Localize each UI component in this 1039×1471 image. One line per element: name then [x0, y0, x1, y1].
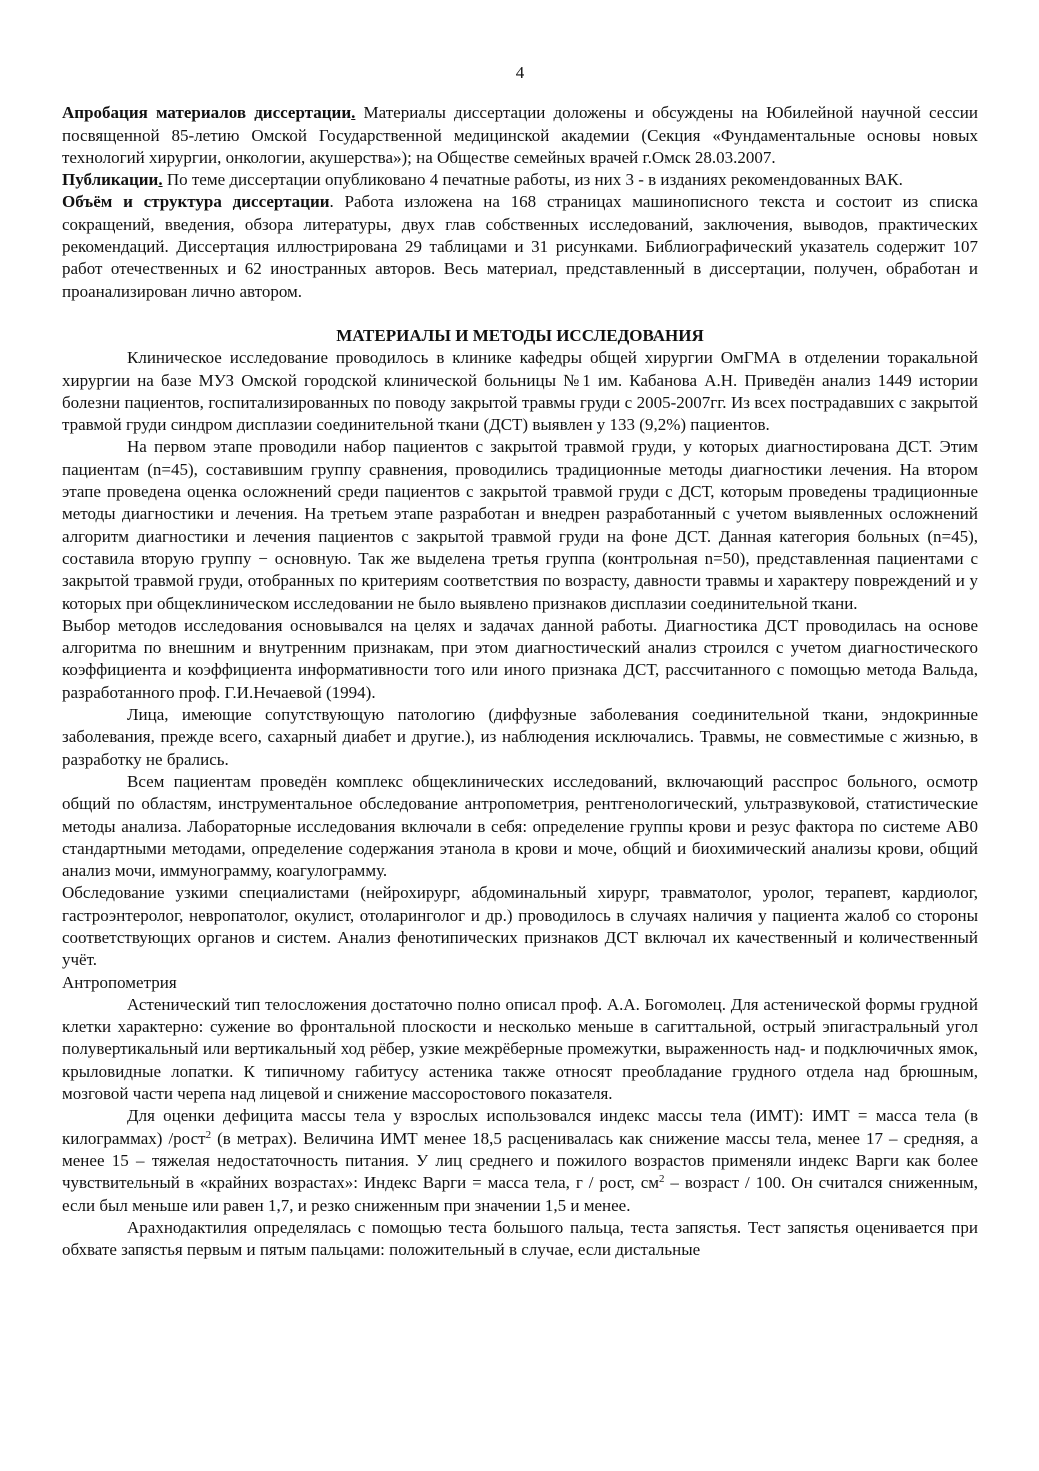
bmi-text-3: – возраст / 100. Он считался сниженным, если был меньше или равен 1,7, и резко сниженным при значении 1,5 и менее.	[62, 1173, 978, 1215]
subheading-anthropometry: Антропометрия	[62, 972, 177, 992]
section-heading: МАТЕРИАЛЫ И МЕТОДЫ ИССЛЕДОВАНИЯ	[336, 325, 704, 345]
paragraph-exclusions: Лица, имеющие сопутствующую патологию (диффузные заболевания соединительной ткани, эндокринные заболевания, прежде всего, сахарный диабет и другие.), из наблюдения исключались. Травмы, не совместимые с жизнью, в разработку не брались.	[62, 705, 978, 769]
document-page	[62, 62, 978, 1261]
publications-lead-punct: .	[158, 170, 163, 190]
publications-paragraph	[62, 169, 978, 191]
paragraph-clinical-study: Клиническое исследование проводилось в клинике кафедры общей хирургии ОмГМА в отделении торакальной хирургии на базе МУЗ Омской городской клинической больницы №1 им. Кабанова А.Н. Приведён анализ 1449 истории болезни пациентов, госпитализированных по поводу закрытой травмы груди с 2005-2007гг. Из всех пострадавших с закрытой травмой груди синдром дисплазии соединительной ткани (ДСТ) выявлен у 133 (9,2%) пациентов.	[62, 348, 978, 435]
paragraph-bmi	[62, 1105, 978, 1216]
approbation-paragraph	[62, 102, 978, 169]
bmi-text-2: (в метрах). Величина ИМТ менее 18,5 расценивалась как снижение массы тела, менее 17 – средняя, а менее 15 – тяжелая недостаточность питания. У лиц среднего и пожилого возрастов применяли индекс Варги как более чувствительный в «крайних возрастах»: Индекс Варги = масса тела, г / рост, см	[62, 1128, 978, 1193]
approbation-text: Материалы диссертации доложены и обсуждены на Юбилейной научной сессии посвященной 85-летию Омской Государственной медицинской академии (Секция «Фундаментальные основы новых технологий хирургии, онкологии, акушерства»); на Обществе семейных врачей г.Омск 28.03.2007.	[62, 103, 978, 167]
bmi-superscript-1: 2	[205, 1128, 212, 1141]
bmi-text-1: Для оценки дефицита массы тела у взрослых использовался индекс массы тела (ИМТ): ИМТ = масса тела (в килограммах) /рост	[62, 1106, 978, 1148]
paragraph-specialists: Обследование узкими специалистами (нейрохирург, абдоминальный хирург, травматолог, уролог, терапевт, кардиолог, гастроэнтеролог, невропатолог, окулист, отоларинголог и др.) проводилось в случаях наличия у пациента жалоб со стороны соответствующих органов и систем. Анализ фенотипических признаков ДСТ включал их качественный и количественный учёт.	[62, 883, 978, 970]
approbation-lead-punct: .	[351, 103, 356, 123]
structure-text: . Работа изложена на 168 страницах машинописного текста и состоит из списка сокращений, введения, обзора литературы, двух глав собственных исследований, заключения, выводов, практических рекомендаций. Диссертация иллюстрирована 29 таблицами и 31 рисунками. Библиографический указатель содержит 107 работ отечественных и 62 иностранных авторов. Весь материал, представленный в диссертации, получен, обработан и проанализирован лично автором.	[62, 192, 978, 301]
page-number: 4	[515, 63, 525, 82]
approbation-lead: Апробация материалов диссертации	[62, 103, 352, 123]
bmi-superscript-2: 2	[659, 1173, 665, 1186]
paragraph-stages: На первом этапе проводили набор пациентов с закрытой травмой груди, у которых диагностирована ДСТ. Этим пациентам (n=45), составившим группу сравнения, проводились традиционные методы диагностики лечения. На втором этапе проведена оценка осложнений среди пациентов с закрытой травмой груди с ДСТ, которым проведены традиционные методы диагностики и лечения. На третьем этапе разработан и внедрен разработанный с учетом выявленных осложнений алгоритм диагностики и лечения пациентов с закрытой травмой груди на фоне ДСТ. Данная категория больных (n=45), составила вторую группу − основную. Так же выделена третья группа (контрольная n=50), представленная пациентами с закрытой травмой груди, отобранных по критериям соответствия по возрасту, давности травмы и характеру повреждений и у которых при общеклиническом исследовании не было выявлено признаков дисплазии соединительной ткани.	[62, 437, 978, 613]
structure-lead: Объём и структура диссертации	[62, 192, 330, 212]
paragraph-arachnodactyly: Арахнодактилия определялась с помощью теста большого пальца, теста запястья. Тест запястья оценивается при обхвате запястья первым и пятым пальцами: положительный в случае, если дистальные	[62, 1217, 978, 1260]
paragraph-methods-choice: Выбор методов исследования основывался на целях и задачах данной работы. Диагностика ДСТ проводилась на основе алгоритма по внешним и внутренним признакам, при этом диагностический анализ строился с учетом диагностического коэффициента и коэффициента информативности того или иного признака ДСТ, рассчитанного с помощью метода Вальда, разработанного проф. Г.И.Нечаевой (1994).	[62, 615, 978, 702]
paragraph-asthenic-type: Астенический тип телосложения достаточно полно описал проф. А.А. Богомолец. Для астенической формы грудной клетки характерно: сужение во фронтальной плоскости и несколько меньше в сагиттальной, острый эпигастральный угол полувертикальный или вертикальный ход рёбер, узкие межрёберные промежутки, выраженность над- и подключичных ямок, крыловидные лопатки. К типичному габитусу астеника также относят преобладание грудного отдела над брюшным, мозговой части черепа над лицевой и снижение массоростового показателя.	[62, 994, 978, 1104]
paragraph-examinations: Всем пациентам проведён комплекс общеклинических исследований, включающий расспрос больного, осмотр общий по областям, инструментальное обследование антропометрия, рентгенологический, ультразвуковой, статистические методы анализа. Лабораторные исследования включали в себя: определение группы крови и резус фактора по системе АВ0 стандартными методами, определение содержания этанола в крови и моче, общий и биохимический анализы крови, общий анализ мочи, иммунограмму, коагулограмму.	[62, 771, 978, 881]
publications-lead: Публикации	[62, 170, 159, 190]
structure-paragraph	[62, 191, 978, 302]
publications-text: По теме диссертации опубликовано 4 печатные работы, из них 3 - в изданиях рекомендованных ВАК.	[162, 170, 903, 190]
